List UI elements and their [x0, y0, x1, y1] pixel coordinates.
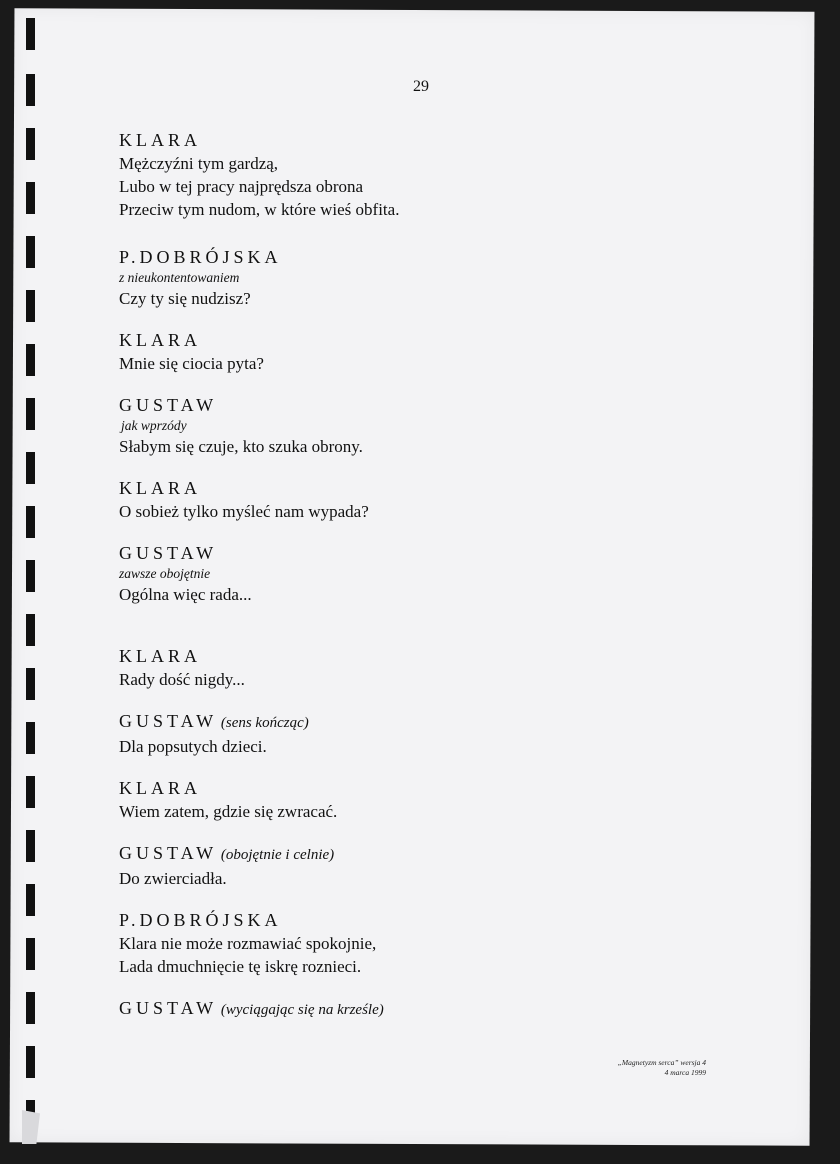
dialogue-block: [119, 476, 739, 523]
speaker-label: KLARA: [119, 330, 201, 350]
dialogue-block: [119, 393, 739, 458]
binding-hole: [26, 668, 35, 700]
footer-date: 4 marca 1999: [664, 1068, 706, 1077]
speaker-aside: (sens kończąc): [217, 715, 309, 731]
speaker-name: [119, 541, 739, 565]
speaker-name: [119, 841, 739, 867]
binding-hole: [26, 830, 35, 862]
binding-hole: [26, 884, 35, 916]
dialogue-block: [119, 644, 739, 691]
binding-hole: [26, 722, 35, 754]
dialogue-line: Czy ty się nudzisz?: [119, 289, 251, 308]
speaker-name: [119, 476, 739, 500]
speaker-aside: (obojętnie i celnie): [217, 847, 335, 863]
speaker-label: GUSTAW: [119, 843, 218, 863]
dialogue-block: [119, 128, 739, 221]
dialogue-line: Dla popsutych dzieci.: [119, 737, 267, 756]
page-number: 29: [413, 78, 429, 95]
script-text: [119, 128, 739, 1022]
binding-hole: [26, 344, 35, 376]
binding-hole: [26, 18, 35, 50]
binding-hole: [26, 182, 35, 214]
speaker-name: [119, 245, 739, 269]
dialogue-block: [119, 841, 739, 890]
dialogue-block: [119, 776, 739, 823]
dialogue-line: Wiem zatem, gdzie się zwracać.: [119, 802, 338, 821]
binding-hole: [26, 776, 35, 808]
dialogue-block: [119, 996, 739, 1022]
binding-hole: [26, 614, 35, 646]
dialogue-block: [119, 908, 739, 978]
speaker-name: [119, 996, 739, 1022]
dialogue-line: Słabym się czuje, kto szuka obrony.: [119, 437, 363, 456]
binding-hole: [26, 128, 35, 160]
dialogue-block: [119, 709, 739, 758]
speaker-name: [119, 709, 739, 735]
dialogue-line: Przeciw tym nudom, w które wieś obfita.: [119, 200, 400, 219]
speaker-label: P.DOBRÓJSKA: [119, 247, 282, 267]
speaker-label: KLARA: [119, 778, 201, 798]
speaker-name: [119, 328, 739, 352]
speaker-label: KLARA: [119, 130, 201, 150]
dialogue-line: Lada dmuchnięcie tę iskrę roznieci.: [119, 957, 362, 976]
binding-hole: [26, 992, 35, 1024]
speaker-name: [119, 776, 739, 800]
speaker-name: [119, 393, 739, 417]
binding-hole: [26, 236, 35, 268]
speaker-name: [119, 644, 739, 668]
binding-hole: [26, 290, 35, 322]
speaker-aside: (wyciągając się na krześle): [217, 1002, 384, 1018]
dialogue-line: Do zwierciadła.: [119, 869, 227, 888]
binding-hole: [26, 506, 35, 538]
stage-direction: jak wprzódy: [121, 418, 187, 433]
speaker-label: P.DOBRÓJSKA: [119, 910, 282, 930]
dialogue-line: Ogólna więc rada...: [119, 585, 252, 604]
speaker-label: KLARA: [119, 646, 201, 666]
binding-hole: [26, 398, 35, 430]
dialogue-line: Rady dość nigdy...: [119, 670, 245, 689]
dialogue-line: Lubo w tej pracy najprędsza obrona: [119, 177, 364, 196]
spiral-binding: [26, 18, 38, 1144]
binding-hole: [26, 560, 35, 592]
stage-direction: zawsze obojętnie: [119, 566, 211, 581]
dialogue-block: [119, 541, 739, 606]
dialogue-line: O sobież tylko myśleć nam wypada?: [119, 502, 369, 521]
footer-title: „Magnetyzm serca” wersja 4: [617, 1058, 706, 1067]
footer-note: [596, 1058, 706, 1078]
binding-hole: [26, 452, 35, 484]
dialogue-line: Mnie się ciocia pyta?: [119, 354, 264, 373]
speaker-name: [119, 128, 739, 152]
speaker-name: [119, 908, 739, 932]
stage-direction: z nieukontentowaniem: [119, 270, 240, 285]
speaker-label: GUSTAW: [119, 711, 218, 731]
binding-hole: [26, 938, 35, 970]
speaker-label: KLARA: [119, 478, 201, 498]
dialogue-block: [119, 328, 739, 375]
binding-hole: [26, 74, 35, 106]
speaker-label: GUSTAW: [119, 395, 218, 415]
binding-hole: [26, 1046, 35, 1078]
dialogue-block: [119, 245, 739, 310]
dialogue-line: Klara nie może rozmawiać spokojnie,: [119, 934, 377, 953]
dialogue-line: Mężczyźni tym gardzą,: [119, 154, 279, 173]
speaker-label: GUSTAW: [119, 998, 218, 1018]
speaker-label: GUSTAW: [119, 543, 218, 563]
